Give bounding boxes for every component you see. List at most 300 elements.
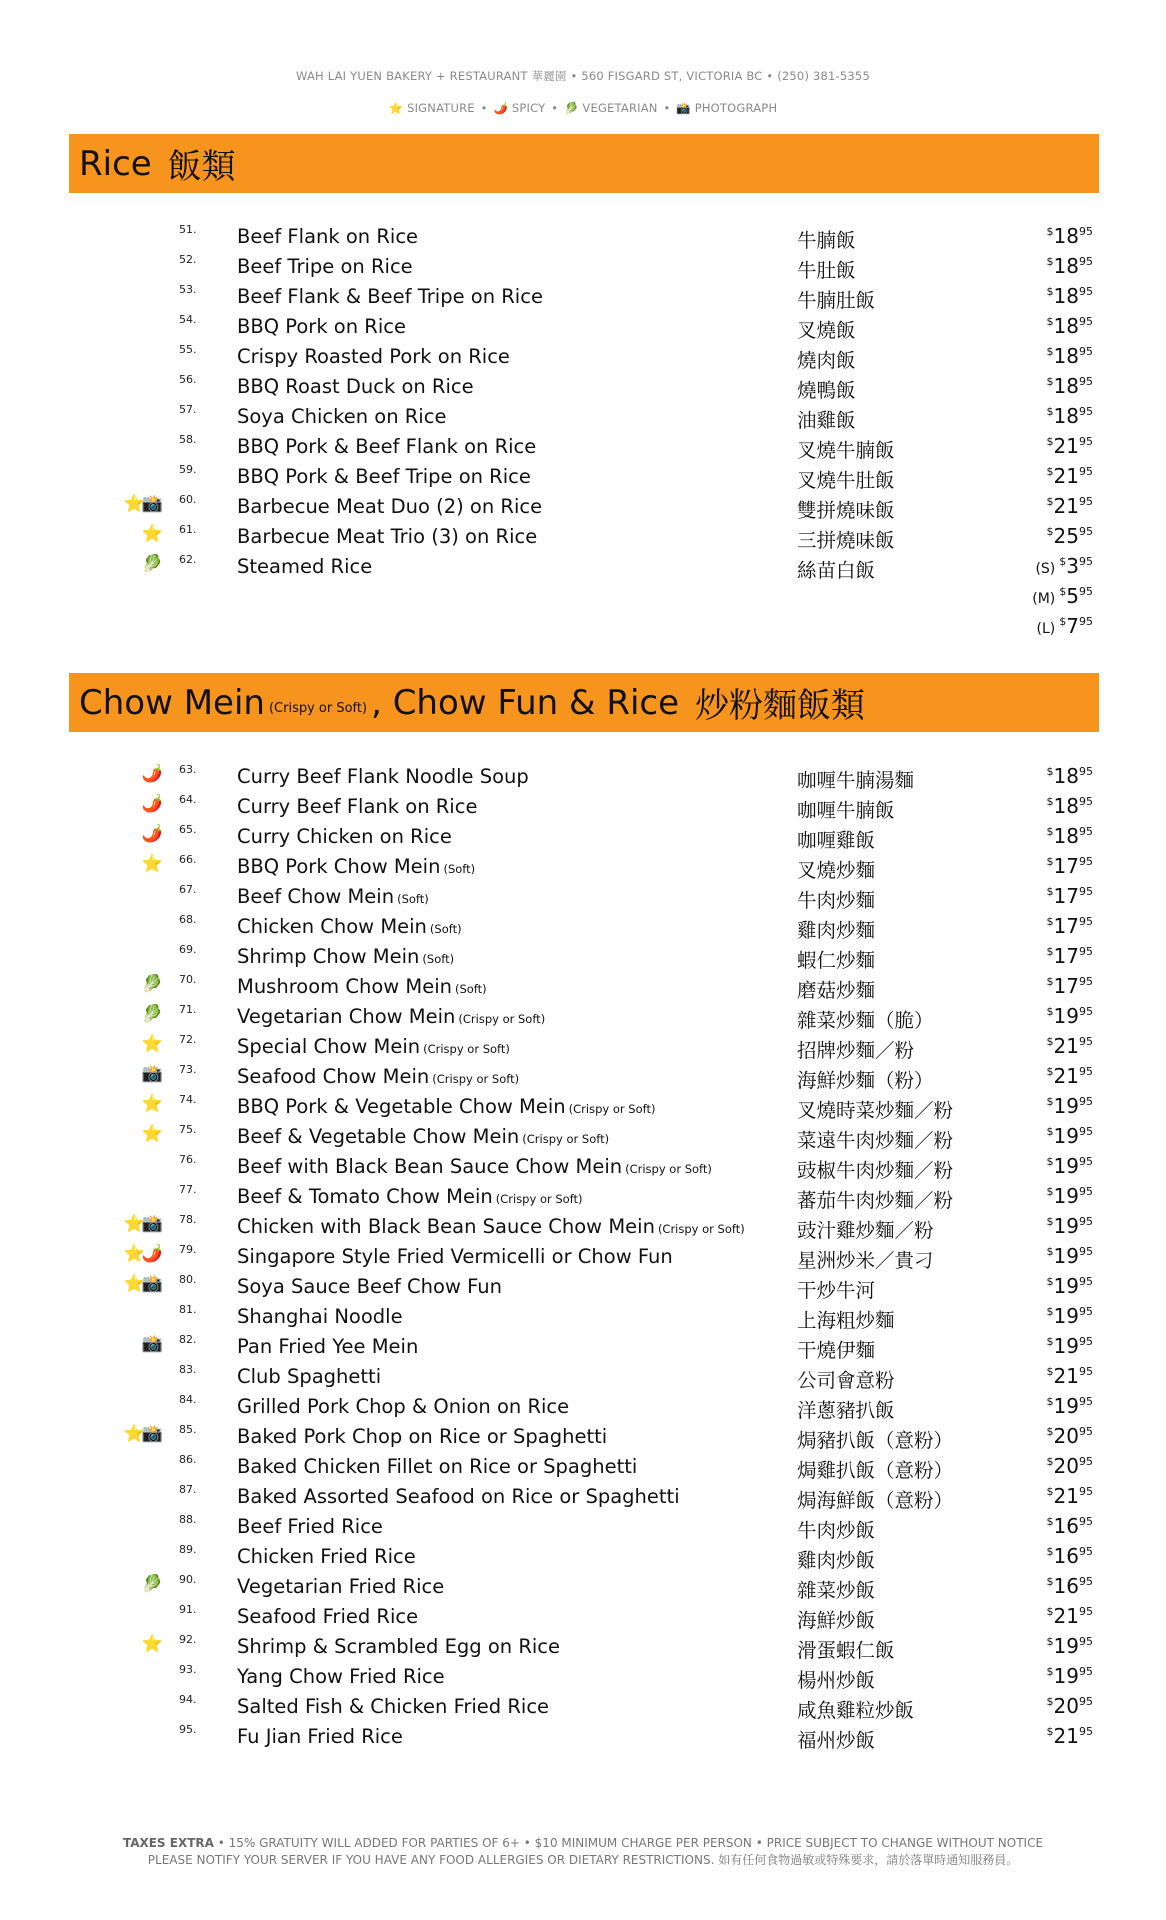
item-name: Soya Sauce Beef Chow Fun [237, 1275, 502, 1298]
menu-item [0, 402, 1166, 432]
item-name-zh: 蕃茄牛肉炒麵／粉 [797, 1189, 954, 1212]
item-price [1047, 1604, 1093, 1628]
item-note: (Soft) [455, 982, 487, 996]
item-icons: 🥬 [141, 1004, 160, 1024]
item-number: 65. [179, 823, 197, 836]
price-cents: 95 [1079, 1095, 1093, 1108]
item-name: Grilled Pork Chop & Onion on Rice [237, 1395, 570, 1418]
item-number: 88. [179, 1513, 197, 1526]
menu-item [0, 1392, 1166, 1422]
item-number: 85. [179, 1423, 197, 1436]
item-price [1047, 1394, 1093, 1418]
price-cents: 95 [1079, 1335, 1093, 1348]
item-price [1047, 1364, 1093, 1388]
item-name: BBQ Pork & Vegetable Chow Mein (Crispy or Soft) [237, 1095, 656, 1118]
price-cents: 95 [1079, 915, 1093, 928]
item-price [1047, 224, 1093, 248]
item-icons: ⭐ [141, 1634, 160, 1654]
item-name-zh: 干燒伊麵 [797, 1339, 876, 1362]
menu-item [0, 282, 1166, 312]
legend-photograph [676, 101, 777, 115]
price-cents: 95 [1079, 315, 1093, 328]
currency-sign: $ [1046, 315, 1054, 328]
item-price [1047, 1454, 1093, 1478]
price-dollars: 18 [1053, 794, 1079, 818]
item-number: 87. [179, 1483, 197, 1496]
price-dollars: 19 [1053, 1004, 1079, 1028]
currency-sign: $ [1046, 795, 1054, 808]
currency-sign: $ [1046, 375, 1054, 388]
price-dollars: 21 [1053, 464, 1079, 488]
price-cents: 95 [1079, 1305, 1093, 1318]
currency-sign: $ [1046, 945, 1054, 958]
currency-sign: $ [1046, 855, 1054, 868]
item-number: 76. [179, 1153, 197, 1166]
item-icons: ⭐📸 [123, 494, 160, 514]
legend-vegetarian [564, 101, 658, 115]
star-icon: ⭐ [388, 101, 404, 115]
price-dollars: 19 [1053, 1094, 1079, 1118]
item-price [1047, 1244, 1093, 1268]
currency-sign: $ [1046, 285, 1054, 298]
item-number: 91. [179, 1603, 197, 1616]
price-cents: 95 [1079, 1545, 1093, 1558]
item-name: Shanghai Noodle [237, 1305, 403, 1328]
item-name: Chicken Chow Mein (Soft) [237, 915, 462, 938]
price-cents: 95 [1079, 1275, 1093, 1288]
item-name: BBQ Pork Chow Mein (Soft) [237, 855, 476, 878]
menu-item [0, 1212, 1166, 1242]
item-note: (Crispy or Soft) [522, 1132, 610, 1146]
footer-line-1 [0, 1835, 1166, 1852]
price-cents: 95 [1079, 1605, 1093, 1618]
menu-item [0, 822, 1166, 852]
item-price [1047, 794, 1093, 818]
restaurant-info: WAH LAI YUEN BAKERY + RESTAURANT 華麗園 • 560 FISGARD ST, VICTORIA BC • (250) 381-5355 [296, 69, 870, 83]
currency-sign: $ [1046, 225, 1054, 238]
item-name: Baked Chicken Fillet on Rice or Spaghetti [237, 1455, 638, 1478]
item-number: 86. [179, 1453, 197, 1466]
section-title-rest: , Chow Fun & Rice [371, 682, 680, 723]
item-number: 68. [179, 913, 197, 926]
currency-sign: $ [1046, 1275, 1054, 1288]
price-cents: 95 [1079, 1365, 1093, 1378]
item-price [1047, 1634, 1093, 1658]
price-dollars: 18 [1053, 284, 1079, 308]
item-name: Baked Pork Chop on Rice or Spaghetti [237, 1425, 608, 1448]
item-note: (Soft) [429, 922, 462, 936]
item-number: 62. [179, 553, 197, 566]
item-name-zh: 叉燒炒麵 [797, 859, 876, 882]
item-price [1047, 314, 1093, 338]
item-name-zh: 招牌炒麵／粉 [797, 1039, 915, 1062]
legend-label: SPICY [508, 101, 546, 115]
item-price [1047, 494, 1093, 518]
item-price [1047, 524, 1093, 548]
item-icons: ⭐ [141, 854, 160, 874]
item-name: BBQ Pork & Beef Flank on Rice [237, 435, 537, 458]
currency-sign: $ [1046, 1695, 1054, 1708]
section-title: Chow Mein [79, 682, 265, 723]
price-cents: 95 [1079, 585, 1093, 598]
item-name: Salted Fish & Chicken Fried Rice [237, 1695, 550, 1718]
item-name-zh: 雞肉炒飯 [797, 1549, 876, 1572]
item-number: 79. [179, 1243, 197, 1256]
footer-line-1-text: • 15% GRATUITY WILL ADDED FOR PARTIES OF 6+ • $10 MINIMUM CHARGE PER PERSON • PRICE SUBJECT TO CHANGE WITHOUT NOTICE [213, 1836, 1044, 1850]
price-dollars: 19 [1053, 1334, 1079, 1358]
item-icons: ⭐ [141, 1034, 160, 1054]
menu-item [0, 1512, 1166, 1542]
price-cents: 95 [1079, 1395, 1093, 1408]
item-name-zh: 牛肉炒麵 [797, 889, 876, 912]
currency-sign: $ [1046, 1365, 1054, 1378]
item-name: Beef Flank & Beef Tripe on Rice [237, 285, 543, 308]
price-cents: 95 [1079, 525, 1093, 538]
price-cents: 95 [1079, 555, 1093, 568]
price-dollars: 21 [1053, 1034, 1079, 1058]
item-name-zh: 滑蛋蝦仁飯 [797, 1639, 895, 1662]
currency-sign: $ [1046, 1245, 1054, 1258]
item-name-zh: 星洲炒米／貴刁 [797, 1249, 934, 1272]
currency-sign: $ [1046, 765, 1054, 778]
item-number: 75. [179, 1123, 197, 1136]
price-dollars: 18 [1053, 224, 1079, 248]
leaf-icon: 🥬 [564, 101, 579, 115]
item-name-zh: 雜菜炒麵（脆） [797, 1009, 934, 1032]
price-dollars: 19 [1053, 1274, 1079, 1298]
legend-label: VEGETARIAN [578, 101, 658, 115]
price-dollars: 16 [1053, 1514, 1079, 1538]
item-note: (Crispy or Soft) [432, 1072, 520, 1086]
price-cents: 95 [1079, 1635, 1093, 1648]
item-number: 80. [179, 1273, 197, 1286]
item-price [1047, 854, 1093, 878]
price-dollars: 21 [1053, 1724, 1079, 1748]
currency-sign: $ [1046, 1515, 1054, 1528]
item-name-zh: 干炒牛河 [797, 1279, 876, 1302]
item-name-zh: 焗海鮮飯（意粉） [797, 1489, 954, 1512]
menu-item [0, 1332, 1166, 1362]
item-name: Beef with Black Bean Sauce Chow Mein (Crispy or Soft) [237, 1155, 712, 1178]
item-icons: 🥬 [141, 974, 160, 994]
menu-item [0, 582, 1166, 612]
price-dollars: 19 [1053, 1214, 1079, 1238]
item-number: 59. [179, 463, 197, 476]
item-price [1047, 914, 1093, 938]
price-cents: 95 [1079, 495, 1093, 508]
item-name-zh: 燒鴨飯 [797, 379, 856, 402]
currency-sign: $ [1046, 1545, 1054, 1558]
item-name-zh: 楊州炒飯 [797, 1669, 876, 1692]
item-name: Curry Beef Flank Noodle Soup [237, 765, 529, 788]
item-name: Crispy Roasted Pork on Rice [237, 345, 510, 368]
price-dollars: 18 [1053, 764, 1079, 788]
item-icons: 🌶️ [141, 794, 160, 814]
currency-sign: $ [1046, 1035, 1054, 1048]
currency-sign: $ [1046, 1635, 1054, 1648]
menu-item [0, 1422, 1166, 1452]
item-price [1047, 1004, 1093, 1028]
menu-item [0, 1602, 1166, 1632]
item-number: 71. [179, 1003, 197, 1016]
item-number: 81. [179, 1303, 197, 1316]
item-name: Steamed Rice [237, 555, 373, 578]
item-icons: ⭐📸 [123, 1424, 160, 1444]
item-name-zh: 油雞飯 [797, 409, 856, 432]
item-icons: 📸 [141, 1334, 160, 1354]
price-dollars: 3 [1066, 554, 1079, 578]
menu-item [0, 762, 1166, 792]
price-cents: 95 [1079, 1455, 1093, 1468]
item-name: BBQ Roast Duck on Rice [237, 375, 474, 398]
item-price [1047, 1304, 1093, 1328]
currency-sign: $ [1046, 1065, 1054, 1078]
item-name-zh: 燒肉飯 [797, 349, 856, 372]
item-icons: ⭐ [141, 1124, 160, 1144]
menu-item [0, 1722, 1166, 1752]
item-price [1047, 434, 1093, 458]
item-number: 84. [179, 1393, 197, 1406]
price-cents: 95 [1079, 405, 1093, 418]
item-number: 64. [179, 793, 197, 806]
price-dollars: 25 [1053, 524, 1079, 548]
item-name: Fu Jian Fried Rice [237, 1725, 403, 1748]
price-cents: 95 [1079, 1515, 1093, 1528]
price-cents: 95 [1079, 435, 1093, 448]
item-name: Special Chow Mein (Crispy or Soft) [237, 1035, 510, 1058]
item-price [1047, 254, 1093, 278]
currency-sign: $ [1046, 1395, 1054, 1408]
item-name-zh: 叉燒牛肚飯 [797, 469, 895, 492]
item-price [1047, 1034, 1093, 1058]
price-dollars: 21 [1053, 1364, 1079, 1388]
taxes-extra: TAXES EXTRA [122, 1836, 214, 1850]
item-price [1047, 974, 1093, 998]
currency-sign: $ [1046, 465, 1054, 478]
item-number: 73. [179, 1063, 197, 1076]
menu-item [0, 1692, 1166, 1722]
price-dollars: 18 [1053, 374, 1079, 398]
price-dollars: 19 [1053, 1394, 1079, 1418]
menu-item [0, 1272, 1166, 1302]
item-note: (Crispy or Soft) [657, 1222, 745, 1236]
price-dollars: 19 [1053, 1184, 1079, 1208]
item-name-zh: 菜遠牛肉炒麵／粉 [797, 1129, 954, 1152]
menu-item [0, 912, 1166, 942]
menu-item [0, 312, 1166, 342]
section-title: Rice [79, 143, 152, 184]
item-number: 66. [179, 853, 197, 866]
menu-item [0, 612, 1166, 642]
price-dollars: 21 [1053, 1064, 1079, 1088]
footer-notice [0, 1835, 1166, 1869]
price-dollars: 20 [1053, 1424, 1079, 1448]
currency-sign: $ [1046, 1305, 1054, 1318]
price-dollars: 19 [1053, 1124, 1079, 1148]
menu-item [0, 1452, 1166, 1482]
menu-item [0, 372, 1166, 402]
legend-spicy [493, 101, 545, 115]
item-number: 93. [179, 1663, 197, 1676]
menu-item [0, 1362, 1166, 1392]
item-price [1047, 764, 1093, 788]
item-note: (Crispy or Soft) [625, 1162, 712, 1176]
icon-legend: ⭐ SIGNATURE • 🌶️ SPICY • 🥬 VEGETARIAN • 📸 PHOTOGRAPH [388, 101, 778, 115]
price-dollars: 17 [1053, 944, 1079, 968]
price-dollars: 18 [1053, 314, 1079, 338]
item-name-zh: 叉燒飯 [797, 319, 856, 342]
menu-item [0, 1632, 1166, 1662]
price-cents: 95 [1079, 975, 1093, 988]
item-number: 72. [179, 1033, 197, 1046]
price-cents: 95 [1079, 795, 1093, 808]
currency-sign: $ [1046, 1605, 1054, 1618]
price-cents: 95 [1079, 1695, 1093, 1708]
item-name: Curry Chicken on Rice [237, 825, 452, 848]
item-icons: 🥬 [141, 1574, 160, 1594]
price-cents: 95 [1079, 1485, 1093, 1498]
menu-item [0, 1062, 1166, 1092]
menu-item [0, 972, 1166, 1002]
menu-item [0, 1572, 1166, 1602]
price-cents: 95 [1079, 345, 1093, 358]
price-dollars: 18 [1053, 254, 1079, 278]
price-dollars: 19 [1053, 1154, 1079, 1178]
price-cents: 95 [1079, 1065, 1093, 1078]
item-price [1047, 1664, 1093, 1688]
price-dollars: 16 [1053, 1544, 1079, 1568]
item-name: Club Spaghetti [237, 1365, 382, 1388]
item-number: 53. [179, 283, 197, 296]
price-dollars: 20 [1053, 1694, 1079, 1718]
price-cents: 95 [1079, 1035, 1093, 1048]
item-note: (Crispy or Soft) [458, 1012, 546, 1026]
item-name: Beef Flank on Rice [237, 225, 419, 248]
item-price [1047, 344, 1093, 368]
price-dollars: 21 [1053, 494, 1079, 518]
item-name: Soya Chicken on Rice [237, 405, 447, 428]
chili-icon: 🌶️ [493, 101, 508, 115]
footer-line-2: PLEASE NOTIFY YOUR SERVER IF YOU HAVE ANY FOOD ALLERGIES OR DIETARY RESTRICTIONS. 如有任何食物過敏或特殊要求，請於落單時通知服務員。 [147, 1853, 1019, 1867]
item-number: 60. [179, 493, 197, 506]
camera-icon: 📸 [676, 101, 691, 115]
price-cents: 95 [1079, 465, 1093, 478]
item-name: Vegetarian Chow Mein (Crispy or Soft) [237, 1005, 546, 1028]
item-price [1047, 1574, 1093, 1598]
item-note: (Crispy or Soft) [495, 1192, 583, 1206]
price-dollars: 21 [1053, 1604, 1079, 1628]
item-price [1047, 1214, 1093, 1238]
item-name-zh: 上海粗炒麵 [797, 1309, 895, 1332]
item-number: 69. [179, 943, 197, 956]
currency-sign: $ [1046, 1185, 1054, 1198]
menu-item [0, 432, 1166, 462]
item-number: 56. [179, 373, 197, 386]
currency-sign: $ [1046, 435, 1054, 448]
price-cents: 95 [1079, 1245, 1093, 1258]
item-name-zh: 海鮮炒麵（粉） [797, 1069, 934, 1092]
item-price [1037, 614, 1093, 638]
menu-item [0, 1032, 1166, 1062]
currency-sign: $ [1046, 1725, 1054, 1738]
item-name: BBQ Pork & Beef Tripe on Rice [237, 465, 531, 488]
item-price [1047, 1334, 1093, 1358]
item-name-zh: 牛肚飯 [797, 259, 856, 282]
menu-item [0, 1662, 1166, 1692]
price-dollars: 19 [1053, 1304, 1079, 1328]
price-cents: 95 [1079, 285, 1093, 298]
currency-sign: $ [1046, 1455, 1054, 1468]
price-dollars: 19 [1053, 1244, 1079, 1268]
section-title-note: (Crispy or Soft) [268, 701, 368, 716]
item-name-zh: 牛肉炒飯 [797, 1519, 876, 1542]
price-dollars: 17 [1053, 884, 1079, 908]
item-name-zh: 焗雞扒飯（意粉） [797, 1459, 954, 1482]
item-number: 61. [179, 523, 197, 536]
currency-sign: $ [1046, 525, 1054, 538]
currency-sign: $ [1046, 825, 1054, 838]
item-name: Seafood Fried Rice [237, 1605, 419, 1628]
price-cents: 95 [1079, 765, 1093, 778]
item-number: 70. [179, 973, 197, 986]
item-name-zh: 雞肉炒麵 [797, 919, 876, 942]
item-price [1047, 944, 1093, 968]
legend-signature [389, 101, 475, 115]
item-name: Beef & Tomato Chow Mein (Crispy or Soft) [237, 1185, 583, 1208]
item-number: 58. [179, 433, 197, 446]
item-price [1047, 1154, 1093, 1178]
price-dollars: 17 [1053, 974, 1079, 998]
price-cents: 95 [1079, 615, 1093, 628]
item-name-zh: 三拼燒味飯 [797, 529, 895, 552]
item-number: 89. [179, 1543, 197, 1556]
item-price [1047, 374, 1093, 398]
menu-item [0, 1542, 1166, 1572]
item-name: Vegetarian Fried Rice [237, 1575, 445, 1598]
item-icons: ⭐🌶️ [123, 1244, 160, 1264]
price-dollars: 16 [1053, 1574, 1079, 1598]
item-price [1047, 404, 1093, 428]
currency-sign: $ [1046, 495, 1054, 508]
price-dollars: 17 [1053, 854, 1079, 878]
item-number: 92. [179, 1633, 197, 1646]
item-price [1035, 554, 1093, 578]
item-name: Singapore Style Fried Vermicelli or Chow Fun [237, 1245, 673, 1268]
price-dollars: 19 [1053, 1634, 1079, 1658]
item-number: 67. [179, 883, 197, 896]
currency-sign: $ [1046, 1335, 1054, 1348]
price-dollars: 18 [1053, 404, 1079, 428]
item-name-zh: 洋蔥豬扒飯 [797, 1399, 895, 1422]
section-title-zh: 炒粉麵飯類 [695, 686, 866, 726]
price-dollars: 21 [1053, 1484, 1079, 1508]
item-price [1047, 1484, 1093, 1508]
item-name-zh: 咖喱雞飯 [797, 829, 876, 852]
item-price [1047, 884, 1093, 908]
price-cents: 95 [1079, 1425, 1093, 1438]
currency-sign: $ [1046, 1005, 1054, 1018]
item-price [1032, 584, 1093, 608]
menu-item [0, 252, 1166, 282]
item-name: Mushroom Chow Mein (Soft) [237, 975, 487, 998]
price-size: (M) [1032, 591, 1056, 607]
item-name-zh: 公司會意粉 [797, 1369, 895, 1392]
item-name-zh: 咸魚雞粒炒飯 [797, 1699, 915, 1722]
menu-item [0, 462, 1166, 492]
item-name: Yang Chow Fried Rice [237, 1665, 445, 1688]
item-name: Beef Chow Mein (Soft) [237, 885, 429, 908]
item-name: Baked Assorted Seafood on Rice or Spaghetti [237, 1485, 680, 1508]
